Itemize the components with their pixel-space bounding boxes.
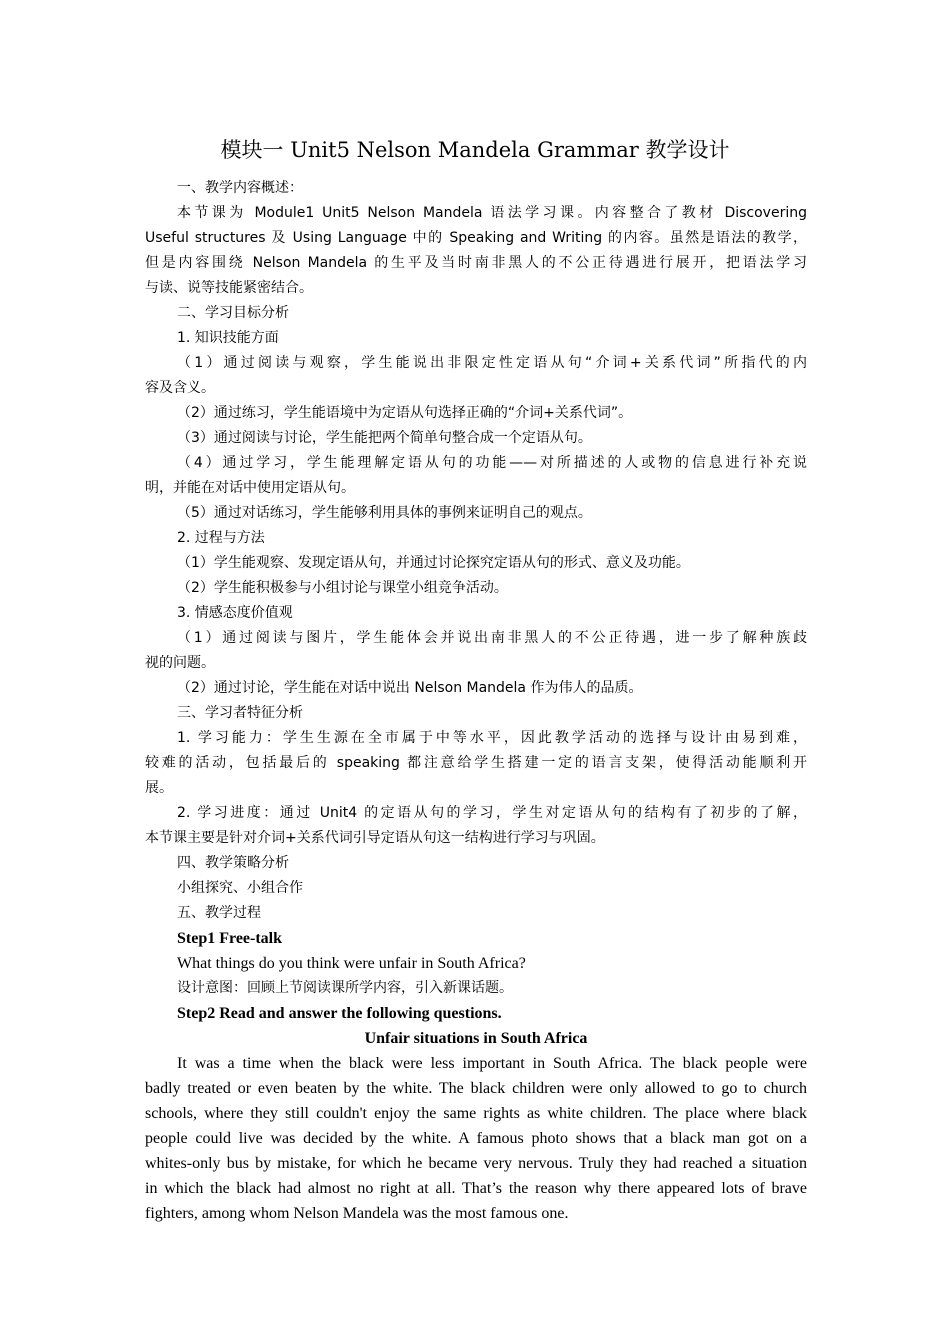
paragraph-line: 与读、说等技能紧密结合。 xyxy=(145,280,313,296)
section-heading-objectives: 二、学习目标分析 xyxy=(177,305,289,321)
passage-line: in which the black had almost no right at all. That’s the reason why there appeared lots of brave xyxy=(145,1180,807,1197)
section-heading-process: 五、教学过程 xyxy=(177,905,261,921)
objective-item: （1）通过阅读与图片，学生能体会并说出南非黑人的不公正待遇，进一步了解种族歧 xyxy=(177,630,807,646)
paragraph-line: 1. 学习能力：学生生源在全市属于中等水平，因此教学活动的选择与设计由易到难， xyxy=(177,730,807,746)
objective-item: （3）通过阅读与讨论，学生能把两个简单句整合成一个定语从句。 xyxy=(177,430,592,446)
passage-line: schools, where they still couldn't enjoy the same rights as white children. The place where black xyxy=(145,1105,807,1122)
document-body xyxy=(145,176,807,1226)
strategy-text: 小组探究、小组合作 xyxy=(177,880,303,896)
objective-item: （2）通过练习，学生能语境中为定语从句选择正确的“介词+关系代词”。 xyxy=(177,405,633,421)
objective-item: （4）通过学习，学生能理解定语从句的功能——对所描述的人或物的信息进行补充说 xyxy=(177,455,807,471)
step1-title: Step1 Free-talk xyxy=(177,930,283,947)
paragraph-line: 本节课为 Module1 Unit5 Nelson Mandela 语法学习课。内容整合了教材 Discovering xyxy=(177,205,807,221)
passage-title: Unfair situations in South Africa xyxy=(364,1030,588,1047)
passage-line: fighters, among whom Nelson Mandela was the most famous one. xyxy=(145,1205,569,1222)
section-heading-overview: 一、教学内容概述： xyxy=(177,180,303,196)
subheading-process: 2. 过程与方法 xyxy=(177,530,265,546)
step1-intent: 设计意图：回顾上节阅读课所学内容，引入新课话题。 xyxy=(177,980,513,996)
paragraph-line: 2. 学习进度：通过 Unit4 的定语从句的学习，学生对定语从句的结构有了初步的了解， xyxy=(177,805,807,821)
step1-question: What things do you think were unfair in South Africa? xyxy=(177,955,526,972)
objective-item: 容及含义。 xyxy=(145,380,215,396)
document-title: 模块一 Unit5 Nelson Mandela Grammar 教学设计 xyxy=(220,138,730,162)
paragraph-line: 本节课主要是针对介词+关系代词引导定语从句这一结构进行学习与巩固。 xyxy=(145,830,605,846)
paragraph-line: Useful structures 及 Using Language 中的 Speaking and Writing 的内容。虽然是语法的教学， xyxy=(145,230,807,246)
objective-item: （2）学生能积极参与小组讨论与课堂小组竞争活动。 xyxy=(177,580,508,596)
objective-item: 视的问题。 xyxy=(145,655,215,671)
subheading-attitude: 3. 情感态度价值观 xyxy=(177,605,293,621)
section-heading-strategy: 四、教学策略分析 xyxy=(177,855,289,871)
subheading-knowledge: 1. 知识技能方面 xyxy=(177,330,279,346)
paragraph-line: 但是内容围绕 Nelson Mandela 的生平及当时南非黑人的不公正待遇进行展开，把语法学习 xyxy=(145,255,807,271)
section-heading-learners: 三、学习者特征分析 xyxy=(177,705,303,721)
passage-line: It was a time when the black were less important in South Africa. The black people were xyxy=(177,1055,807,1072)
passage-line: badly treated or even beaten by the white. The black children were only allowed to go to church xyxy=(145,1080,807,1097)
objective-item: （1）通过阅读与观察，学生能说出非限定性定语从句“介词+关系代词”所指代的内 xyxy=(177,355,807,371)
paragraph-line: 较难的活动，包括最后的 speaking 都注意给学生搭建一定的语言支架，使得活动能顺利开 xyxy=(145,755,807,771)
objective-item: 明，并能在对话中使用定语从句。 xyxy=(145,480,355,496)
paragraph-line: 展。 xyxy=(145,780,173,796)
step2-title: Step2 Read and answer the following questions. xyxy=(177,1005,502,1022)
passage-line: people could live was decided by the white. A famous photo shows that a black man got on a xyxy=(145,1130,807,1147)
passage-line: whites-only bus by mistake, for which he became very nervous. Truly they had reached a situation xyxy=(145,1155,807,1172)
objective-item: （2）通过讨论，学生能在对话中说出 Nelson Mandela 作为伟人的品质。 xyxy=(177,680,643,696)
objective-item: （5）通过对话练习，学生能够利用具体的事例来证明自己的观点。 xyxy=(177,505,592,521)
objective-item: （1）学生能观察、发现定语从句，并通过讨论探究定语从句的形式、意义及功能。 xyxy=(177,555,690,571)
